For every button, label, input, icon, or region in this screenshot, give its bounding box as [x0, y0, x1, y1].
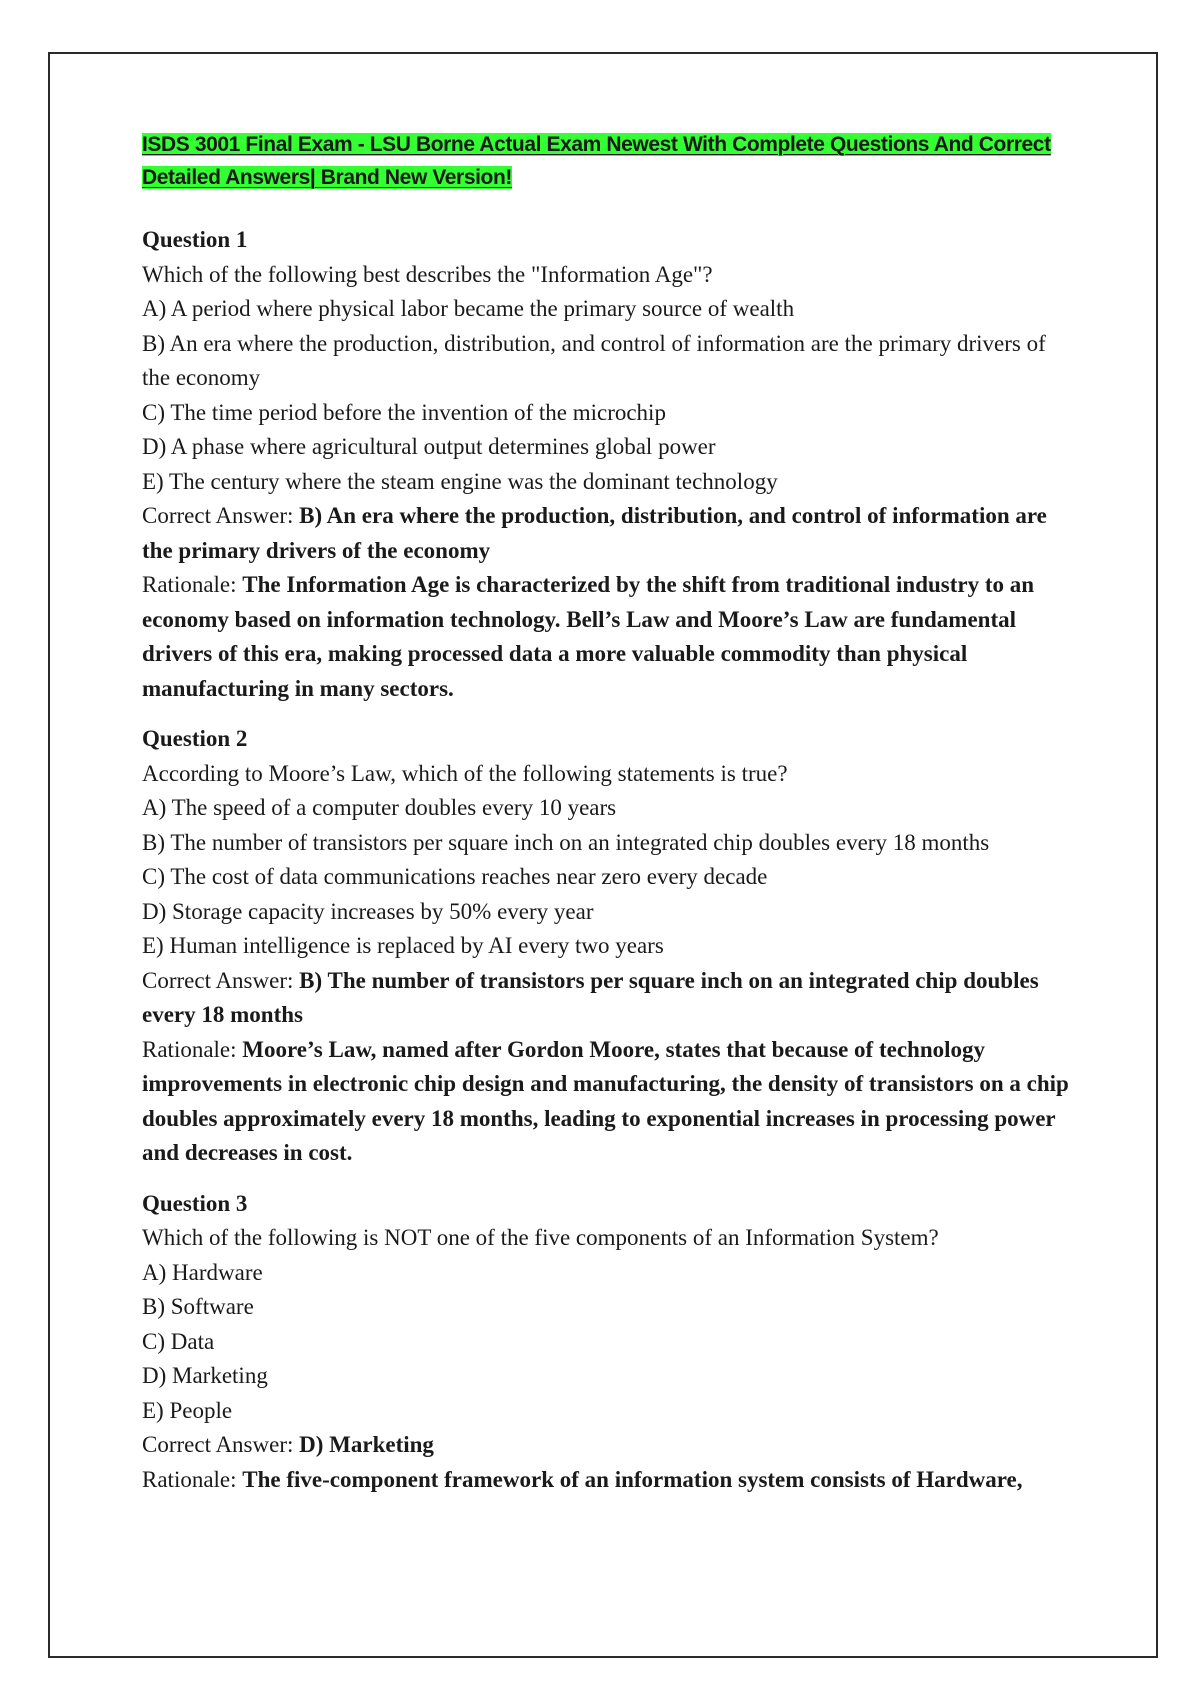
rationale-text: The five-component framework of an information system consists of Hardware, [242, 1466, 1023, 1492]
correct-answer [142, 964, 1072, 1033]
correct-answer-text: B) The number of transistors per square inch on an integrated chip doubles every 18 months [142, 967, 1039, 1027]
document-content [142, 128, 1072, 1513]
correct-answer [142, 499, 1072, 568]
question-heading: Question 3 [142, 1190, 248, 1216]
answer-option: B) The number of transistors per square inch on an integrated chip doubles every 18 months [142, 829, 990, 855]
answer-option: E) People [142, 1397, 233, 1423]
rationale [142, 1463, 1072, 1498]
question-heading: Question 1 [142, 227, 248, 252]
question-prompt: According to Moore’s Law, which of the following statements is true? [142, 760, 788, 786]
question-block [142, 722, 1072, 1171]
rationale [142, 568, 1072, 706]
question-block [142, 1187, 1072, 1498]
question-heading: Question 2 [142, 726, 248, 751]
correct-answer-label: Correct Answer: [142, 1432, 294, 1457]
rationale-text: Moore’s Law, named after Gordon Moore, states that because of technology improvements in electronic chip design and manufacturing, the density of transistors on a chip doubles approximately every 18 months, leading to exponential increases in processing power and decreases in cost. [142, 1036, 1069, 1165]
answer-option: B) Software [142, 1294, 254, 1319]
correct-answer [142, 1428, 1072, 1463]
rationale-label: Rationale: [142, 1036, 237, 1062]
correct-answer-text: B) An era where the production, distribution, and control of information are the primary drivers of the economy [142, 503, 1047, 563]
highlighted-title-text: ISDS 3001 Final Exam - LSU Borne Actual Exam Newest With Complete Questions And Correct Detailed Answers| Brand New Version! [142, 133, 1051, 189]
rationale-text: The Information Age is characterized by the shift from traditional industry to an economy based on information technology. Bell’s Law and Moore’s Law are fundamental drivers of this era, making processed data a more valuable commodity than physical manufacturing in many sectors. [142, 572, 1035, 701]
correct-answer-text: D) Marketing [299, 1432, 434, 1457]
answer-option: C) The time period before the invention of the microchip [142, 399, 666, 425]
answer-option: C) Data [142, 1328, 215, 1354]
answer-option: A) Hardware [142, 1259, 263, 1285]
answer-option: E) Human intelligence is replaced by AI every two years [142, 933, 664, 958]
answer-option: D) Marketing [142, 1363, 268, 1388]
answer-option: B) An era where the production, distribution, and control of information are the primary drivers of the economy [142, 330, 1046, 390]
rationale-label: Rationale: [142, 572, 237, 597]
answer-option: A) The speed of a computer doubles every 10 years [142, 795, 617, 820]
question-prompt: Which of the following best describes the "Information Age"? [142, 261, 713, 287]
answer-option: C) The cost of data communications reaches near zero every decade [142, 864, 768, 889]
answer-option: D) A phase where agricultural output determines global power [142, 434, 716, 459]
document-title [142, 128, 1072, 194]
rationale [142, 1033, 1072, 1171]
question-block [142, 223, 1072, 706]
rationale-label: Rationale: [142, 1466, 237, 1492]
correct-answer-label: Correct Answer: [142, 967, 294, 993]
answer-option: E) The century where the steam engine was the dominant technology [142, 468, 778, 494]
answer-option: D) Storage capacity increases by 50% every year [142, 898, 594, 924]
question-prompt: Which of the following is NOT one of the five components of an Information System? [142, 1225, 939, 1250]
correct-answer-label: Correct Answer: [142, 503, 294, 528]
answer-option: A) A period where physical labor became the primary source of wealth [142, 296, 795, 321]
